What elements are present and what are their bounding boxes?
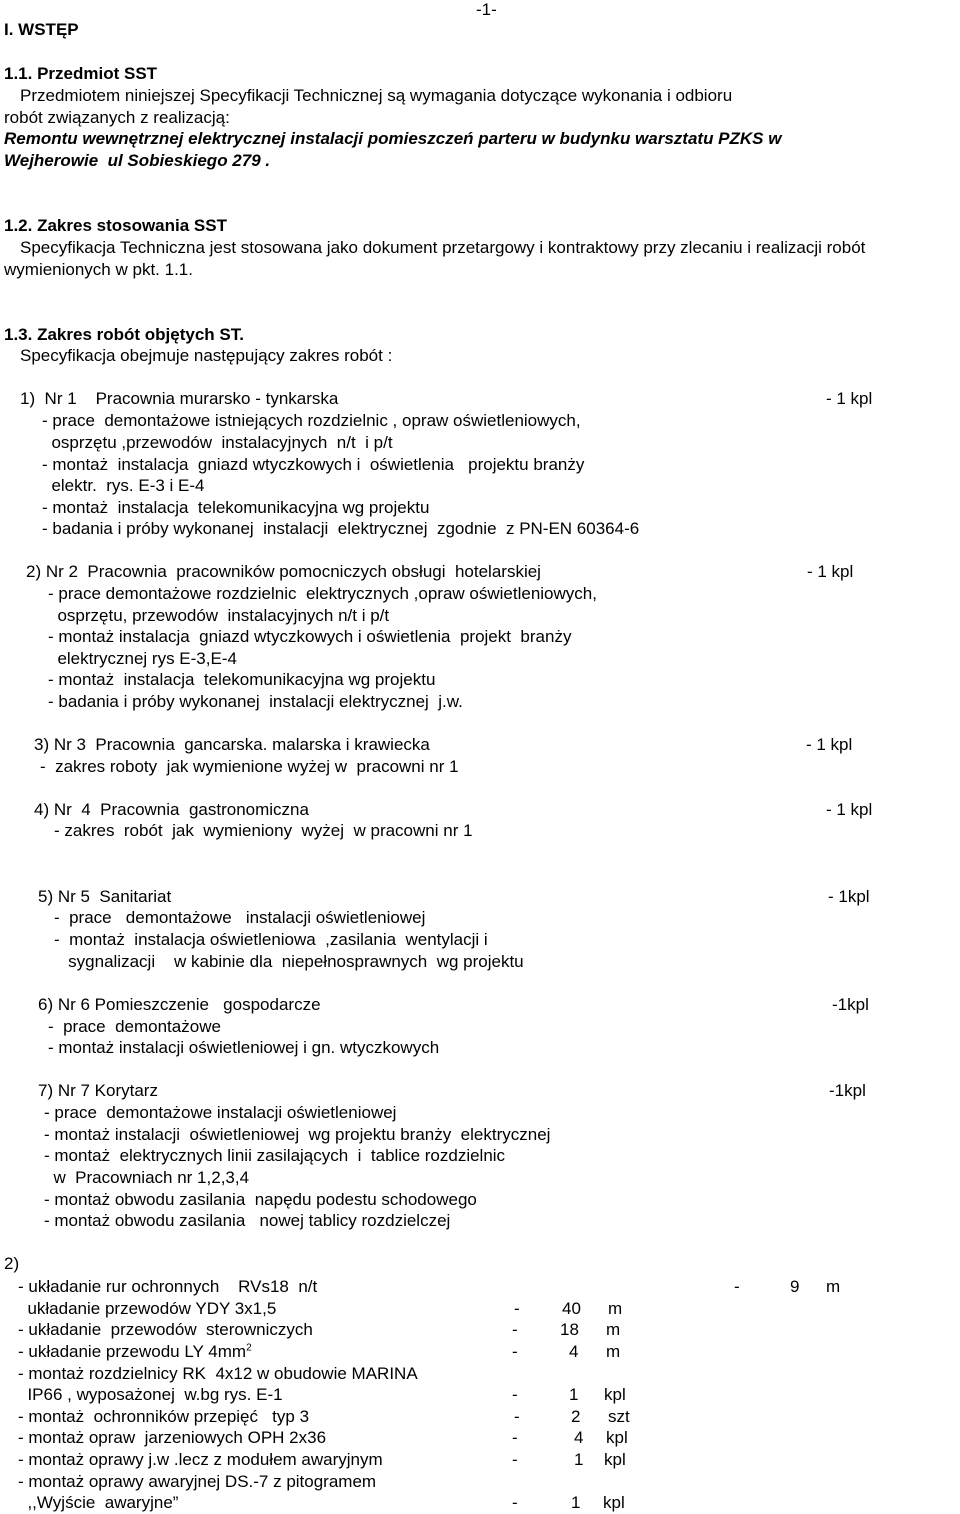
room-quantity: - 1 kpl (826, 800, 873, 819)
material-item: IP66 , wyposażonej w.bg rys. E-1 (18, 1385, 283, 1404)
room-quantity: -1kpl (829, 1081, 866, 1100)
material-dash: - (734, 1277, 740, 1296)
room-quantity: - 1 kpl (826, 389, 873, 408)
material-dash: - (512, 1342, 518, 1361)
room-line: - zakres roboty jak wymienione wyżej w pracowni nr 1 (40, 757, 459, 776)
material-unit: szt (608, 1407, 630, 1426)
room-line: - montaż instalacji oświetleniowej i gn. wtyczkowych (48, 1038, 440, 1057)
material-item: - montaż rozdzielnicy RK 4x12 w obudowie MARINA (18, 1364, 418, 1383)
section-text: Specyfikacja Techniczna jest stosowana jako dokument przetargowy i kontraktowy przy zlecaniu i realizacji robót (20, 238, 866, 257)
room-line: - montaż elektrycznych linii zasilających i tablice rozdzielnic (44, 1146, 506, 1165)
section-2-label: 2) (4, 1254, 20, 1273)
material-item: - montaż opraw jarzeniowych OPH 2x36 (18, 1428, 327, 1447)
room-line: - zakres robót jak wymieniony wyżej w pracowni nr 1 (54, 821, 473, 840)
material-dash: - (512, 1428, 518, 1447)
room-line: - badania i próby wykonanej instalacji elektrycznej zgodnie z PN-EN 60364-6 (42, 519, 640, 538)
material-item: - montaż oprawy j.w .lecz z modułem awaryjnym (18, 1450, 383, 1469)
material-number: 1 (574, 1450, 584, 1469)
room-line: osprzętu ,przewodów instalacyjnych n/t i p/t (42, 433, 393, 452)
material-unit: m (606, 1320, 621, 1339)
material-item: układanie przewodów YDY 3x1,5 (18, 1299, 277, 1318)
material-item: ,,Wyjście awaryjne” (18, 1493, 179, 1512)
room-line: - prace demontażowe instalacji oświetleniowej (44, 1103, 397, 1122)
section-text: Specyfikacja obejmuje następujący zakres robót : (20, 346, 393, 365)
project-subject: Remontu wewnętrznej elektrycznej instalacji pomieszczeń parteru w budynku warsztatu PZKS w (4, 129, 782, 148)
room-title: 3) Nr 3 Pracownia gancarska. malarska i krawiecka (34, 735, 430, 754)
section-text: robót związanych z realizacją: (4, 108, 230, 127)
material-number: 2 (571, 1407, 581, 1426)
room-line: - prace demontażowe instalacji oświetleniowej (54, 908, 426, 927)
material-item: - układanie rur ochronnych RVs18 n/t (18, 1277, 318, 1296)
material-item (18, 1342, 252, 1362)
room-title: 7) Nr 7 Korytarz (38, 1081, 158, 1100)
material-number: 1 (569, 1385, 579, 1404)
material-number: 9 (790, 1277, 800, 1296)
room-line: - badania i próby wykonanej instalacji elektrycznej j.w. (48, 692, 463, 711)
room-line: - montaż instalacji oświetleniowej wg projektu branży elektrycznej (44, 1125, 551, 1144)
material-dash: - (512, 1385, 518, 1404)
room-title: 5) Nr 5 Sanitariat (38, 887, 172, 906)
page-number: -1- (476, 0, 497, 19)
material-dash: - (514, 1299, 520, 1318)
room-title: 2) Nr 2 Pracownia pracowników pomocniczych obsługi hotelarskiej (26, 562, 541, 581)
material-text: - układanie przewodu LY 4mm (18, 1342, 247, 1361)
room-line: - prace demontażowe istniejących rozdzielnic , opraw oświetleniowych, (42, 411, 581, 430)
room-quantity: - 1 kpl (807, 562, 854, 581)
material-unit: kpl (604, 1450, 626, 1469)
material-unit: kpl (603, 1493, 625, 1512)
room-line: elektr. rys. E-3 i E-4 (42, 476, 205, 495)
material-number: 18 (560, 1320, 579, 1339)
room-line: - montaż instalacja telekomunikacyjna wg projektu (48, 670, 436, 689)
material-number: 4 (574, 1428, 584, 1447)
material-dash: - (512, 1450, 518, 1469)
material-unit: m (608, 1299, 623, 1318)
room-quantity: - 1kpl (828, 887, 870, 906)
room-line: elektrycznej rys E-3,E-4 (48, 649, 237, 668)
main-heading: I. WSTĘP (4, 20, 79, 39)
section-title-1-2: 1.2. Zakres stosowania SST (4, 216, 227, 235)
material-item: - układanie przewodów sterowniczych (18, 1320, 313, 1339)
room-line: - prace demontażowe rozdzielnic elektrycznych ,opraw oświetleniowych, (48, 584, 597, 603)
room-line: sygnalizacji w kabinie dla niepełnosprawnych wg projektu (54, 952, 524, 971)
room-title: 1) Nr 1 Pracownia murarsko - tynkarska (20, 389, 339, 408)
material-unit: kpl (604, 1385, 626, 1404)
room-line: - montaż instalacja oświetleniowa ,zasilania wentylacji i (54, 930, 488, 949)
material-dash: - (512, 1493, 518, 1512)
material-item: - montaż ochronników przepięć typ 3 (18, 1407, 310, 1426)
room-title: 4) Nr 4 Pracownia gastronomiczna (34, 800, 309, 819)
material-item: - montaż oprawy awaryjnej DS.-7 z pitogramem (18, 1472, 377, 1491)
room-line: w Pracowniach nr 1,2,3,4 (44, 1168, 250, 1187)
room-title: 6) Nr 6 Pomieszczenie gospodarcze (38, 995, 321, 1014)
section-text: Przedmiotem niniejszej Specyfikacji Technicznej są wymagania dotyczące wykonania i odbioru (20, 86, 733, 105)
room-quantity: - 1 kpl (806, 735, 853, 754)
material-number: 4 (569, 1342, 579, 1361)
room-line: - prace demontażowe (48, 1017, 221, 1036)
material-dash: - (512, 1320, 518, 1339)
room-line: - montaż instalacja gniazd wtyczkowych i oświetlenia projekt branży (48, 627, 572, 646)
room-line: - montaż instalacja gniazd wtyczkowych i oświetlenia projektu branży (42, 455, 585, 474)
material-number: 1 (571, 1493, 581, 1512)
room-line: - montaż instalacja telekomunikacyjna wg projektu (42, 498, 430, 517)
material-number: 40 (562, 1299, 581, 1318)
material-unit: kpl (606, 1428, 628, 1447)
material-superscript: 2 (246, 1342, 252, 1354)
material-unit: m (606, 1342, 621, 1361)
room-quantity: -1kpl (832, 995, 869, 1014)
material-dash: - (514, 1407, 520, 1426)
section-title-1-1: 1.1. Przedmiot SST (4, 64, 158, 83)
room-line: - montaż obwodu zasilania napędu podestu schodowego (44, 1190, 477, 1209)
section-title-1-3: 1.3. Zakres robót objętych ST. (4, 325, 244, 344)
room-line: osprzętu, przewodów instalacyjnych n/t i p/t (48, 606, 390, 625)
section-text: wymienionych w pkt. 1.1. (4, 260, 193, 279)
material-unit: m (826, 1277, 841, 1296)
project-subject: Wejherowie ul Sobieskiego 279 . (4, 151, 271, 170)
room-line: - montaż obwodu zasilania nowej tablicy rozdzielczej (44, 1211, 451, 1230)
